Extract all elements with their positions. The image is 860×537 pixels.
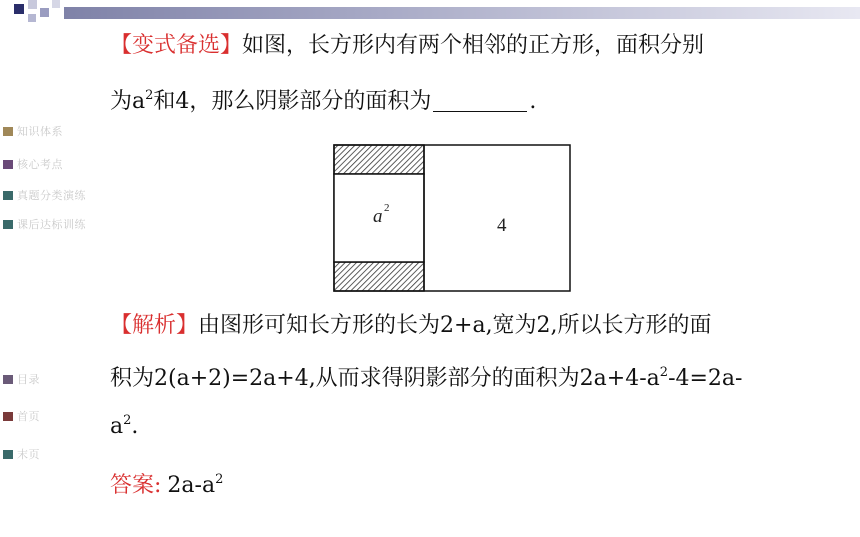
problem-tag: 【变式备选】 (110, 33, 243, 58)
answer-tag: 答案: (110, 473, 162, 498)
answer-line (110, 468, 223, 499)
nav-item-label: 真题分类演练 (17, 189, 86, 202)
problem-text: 和4，那么阴影部分的面积为 (153, 89, 432, 114)
solution-text: 由图形可知长方形的长为2+a,宽为2,所以长方形的面 (198, 313, 712, 338)
deco-square (40, 8, 49, 17)
deco-square (28, 14, 36, 22)
superscript: 2 (215, 472, 224, 487)
label-a: a (373, 206, 383, 227)
nav-item-label: 目录 (17, 373, 40, 386)
shaded-region-top (334, 145, 424, 174)
top-decoration (0, 0, 860, 26)
nav-bullet-icon (3, 450, 13, 459)
problem-line-1 (110, 28, 704, 59)
rectangle-diagram (333, 144, 571, 294)
superscript: 2 (659, 365, 669, 380)
deco-square (14, 4, 24, 14)
nav-bullet-icon (3, 127, 13, 136)
nav-item-label: 末页 (17, 448, 40, 461)
nav-bullet-icon (3, 191, 13, 200)
nav-bullet-icon (3, 160, 13, 169)
nav-item-first-page[interactable] (3, 409, 40, 423)
solution-text: -4=2a- (668, 366, 743, 391)
header-stripe (64, 7, 860, 19)
deco-square (52, 0, 60, 8)
nav-item-exam[interactable] (3, 188, 86, 202)
problem-text: 如图，长方形内有两个相邻的正方形，面积分别 (242, 33, 705, 58)
nav-item-label: 知识体系 (17, 125, 63, 138)
nav-item-label: 课后达标训练 (17, 218, 86, 231)
problem-text: 为a (110, 89, 146, 114)
solution-line-1 (110, 308, 712, 339)
label-4: 4 (497, 215, 507, 236)
solution-tag: 【解析】 (110, 313, 199, 338)
nav-bullet-icon (3, 375, 13, 384)
answer-value: 2a-a (167, 473, 216, 498)
problem-text: . (529, 89, 537, 114)
solution-text: . (131, 414, 139, 439)
shaded-region-bottom (334, 262, 424, 291)
nav-bullet-icon (3, 220, 13, 229)
solution-text: 积为2(a+2)=2a+4,从而求得阴影部分的面积为2a+4-a (110, 366, 660, 391)
problem-line-2 (110, 84, 536, 115)
nav-item-contents[interactable] (3, 372, 40, 386)
nav-item-last-page[interactable] (3, 447, 40, 461)
nav-item-knowledge[interactable] (3, 124, 63, 138)
solution-text: a (110, 414, 124, 439)
superscript: 2 (145, 88, 154, 103)
solution-line-3 (110, 414, 138, 439)
nav-item-label: 首页 (17, 410, 40, 423)
superscript: 2 (123, 413, 132, 428)
nav-bullet-icon (3, 412, 13, 421)
deco-square (28, 0, 37, 9)
nav-item-practice[interactable] (3, 217, 86, 231)
nav-item-core[interactable] (3, 157, 63, 171)
label-a-exponent: 2 (384, 202, 390, 214)
answer-blank (433, 89, 527, 112)
solution-line-2 (110, 361, 742, 392)
nav-item-label: 核心考点 (17, 158, 63, 171)
